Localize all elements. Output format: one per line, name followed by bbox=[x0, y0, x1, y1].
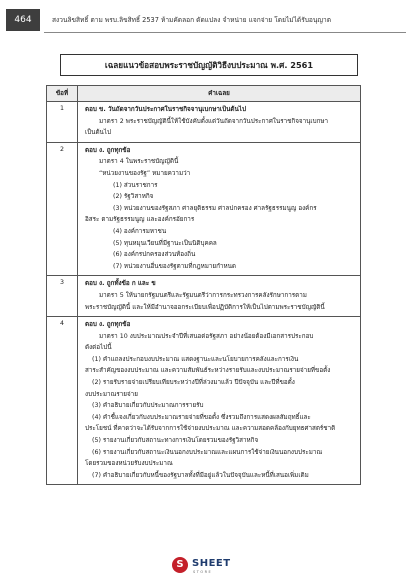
copyright-notice: สงวนลิขสิทธิ์ ตาม พรบ.ลิขสิทธิ์ 2537 ห้ามคัดลอก ดัดแปลง จำหน่าย แจกจ่าย โดยไม่ได้รับอนุญาต bbox=[52, 16, 331, 24]
answer-cell bbox=[78, 317, 361, 485]
answer-cell bbox=[78, 102, 361, 143]
answer-line: งบประมาณรายจ่าย bbox=[85, 390, 138, 398]
question-number: 2 bbox=[47, 142, 78, 276]
answer-line: มาตรา 4 ในพระราชบัญญัตินี้ bbox=[99, 158, 179, 166]
answer-line: พระราชบัญญัตินี้ และให้มีอำนาจออกระเบียบเพื่อปฏิบัติการให้เป็นไปตามพระราชบัญญัตินี้ bbox=[85, 303, 325, 311]
page-title: เฉลยแนวข้อสอบพระราชบัญญัติวิธีงบประมาณ พ.ศ. 2561 bbox=[60, 54, 358, 76]
table-row bbox=[47, 102, 361, 143]
answer-line: ตอบ ข. วันถัดจากวันประกาศในราชกิจจานุเบกษาเป็นต้นไป bbox=[85, 106, 246, 113]
header-divider bbox=[44, 32, 406, 33]
answer-line: (6) รายงานเกี่ยวกับสถานะเงินนอกงบประมาณและแผนการใช้จ่ายเงินนอกงบประมาณ bbox=[92, 448, 323, 456]
answer-line: (1) คำแถลงประกอบงบประมาณ แสดงฐานะและนโยบายการคลังและการเงิน bbox=[92, 355, 299, 363]
answer-cell bbox=[78, 142, 361, 276]
answer-line: (2) รายรับรายจ่ายเปรียบเทียบระหว่างปีที่ล่วงมาแล้ว ปีปัจจุบัน และปีที่ขอตั้ง bbox=[92, 379, 295, 387]
question-number: 3 bbox=[47, 276, 78, 317]
logo-subtext: STORE bbox=[193, 570, 213, 574]
logo-s-icon: S bbox=[172, 557, 188, 573]
answer-line: ดังต่อไปนี้ bbox=[85, 344, 112, 352]
answer-line: (5) รายงานเกี่ยวกับสถานะทางการเงินโดยรวมของรัฐวิสาหกิจ bbox=[92, 437, 259, 445]
column-header-number: ข้อที่ bbox=[47, 86, 78, 102]
answer-line: อิสระ ตามรัฐธรรมนูญ และองค์กรอัยการ bbox=[85, 216, 195, 224]
answer-line: มาตรา 10 งบประมาณประจำปีที่เสนอต่อรัฐสภา อย่างน้อยต้องมีเอกสารประกอบ bbox=[99, 332, 314, 340]
answer-line: สาระสำคัญของงบประมาณ และความสัมพันธ์ระหว่างรายรับและงบประมาณรายจ่ายที่ขอตั้ง bbox=[85, 367, 331, 375]
answer-line: ประโยชน์ ที่คาดว่าจะได้รับจากการใช้จ่ายงบประมาณ และความสอดคล้องกับยุทธศาสตร์ชาติ bbox=[85, 425, 336, 433]
answer-line: (2) รัฐวิสาหกิจ bbox=[113, 193, 154, 201]
table-row bbox=[47, 142, 361, 276]
table-header-row bbox=[47, 86, 361, 102]
answer-line: (5) ทุนหมุนเวียนที่มีฐานะเป็นนิติบุคคล bbox=[113, 239, 217, 247]
question-number: 4 bbox=[47, 317, 78, 485]
answer-line: (4) องค์การมหาชน bbox=[113, 227, 167, 235]
publisher-logo bbox=[172, 555, 252, 577]
table-row bbox=[47, 317, 361, 485]
question-number: 1 bbox=[47, 102, 78, 143]
page-number: 464 bbox=[6, 9, 40, 31]
answer-line: (7) หน่วยงานอื่นของรัฐตามที่กฎหมายกำหนด bbox=[113, 262, 237, 270]
answer-line: โดยรวมของหน่วยรับงบประมาณ bbox=[85, 460, 173, 468]
answer-line: (1) ส่วนราชการ bbox=[113, 181, 158, 189]
answer-line: (4) คำชี้แจงเกี่ยวกับงบประมาณรายจ่ายที่ขอตั้ง ซึ่งรวมถึงการแสดงผลสัมฤทธิ์และ bbox=[92, 413, 311, 421]
answer-line: (6) องค์กรปกครองส่วนท้องถิ่น bbox=[113, 251, 196, 259]
answer-line: มาตรา 2 พระราชบัญญัตินี้ให้ใช้บังคับตั้งแต่วันถัดจากวันประกาศในราชกิจจานุเบกษา bbox=[99, 117, 329, 125]
page-header bbox=[0, 0, 416, 40]
answer-line: ตอบ ง. ถูกทุกข้อ bbox=[85, 321, 131, 329]
logo-text: SHEET bbox=[192, 558, 231, 569]
answer-line: ตอบ ง. ถูกทุกข้อ bbox=[85, 146, 131, 154]
answer-line: มาตรา 5 ให้นายกรัฐมนตรีและรัฐมนตรีว่าการกระทรวงการคลังรักษาการตาม bbox=[99, 291, 307, 299]
answer-line: (3) คำอธิบายเกี่ยวกับประมาณการรายรับ bbox=[92, 402, 204, 410]
answer-line: ตอบ ง. ถูกทั้งข้อ ก และ ข bbox=[85, 280, 156, 288]
column-header-answer: คำเฉลย bbox=[78, 86, 361, 102]
answer-table bbox=[46, 85, 361, 485]
answer-cell bbox=[78, 276, 361, 317]
answer-line: “หน่วยงานของรัฐ” หมายความว่า bbox=[99, 169, 191, 177]
answer-line: (7) คำอธิบายเกี่ยวกับหนี้ของรัฐบาลทั้งที่มีอยู่แล้วในปัจจุบันและหนี้ที่เสนอเพิ่มเติม bbox=[92, 471, 309, 479]
answer-line: เป็นต้นไป bbox=[85, 129, 112, 137]
answer-line: (3) หน่วยงานของรัฐสภา ศาลยุติธรรม ศาลปกครอง ศาลรัฐธรรมนูญ องค์กร bbox=[113, 204, 317, 212]
table-row bbox=[47, 276, 361, 317]
